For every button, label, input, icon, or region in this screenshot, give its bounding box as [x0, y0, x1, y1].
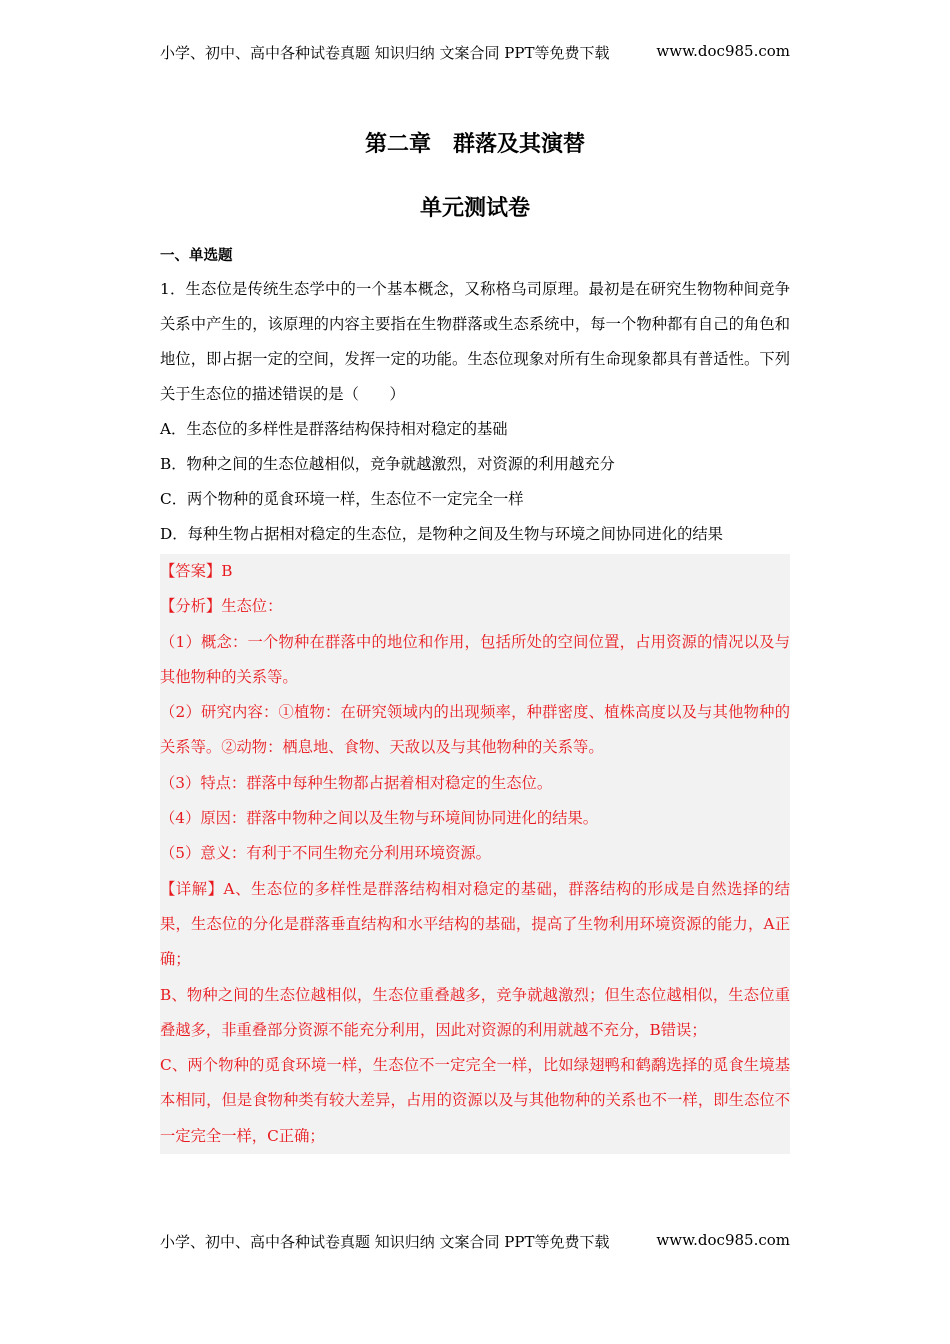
- analysis-intro: 生态位：: [221, 597, 283, 616]
- detail-a-line: [160, 872, 790, 978]
- header-url[interactable]: www.doc985.com: [656, 42, 790, 60]
- analysis-point-1: （1）概念：一个物种在群落中的地位和作用，包括所处的空间位置，占用资源的情况以及与其他物种的关系等。: [160, 632, 790, 686]
- detail-c: C、两个物种的觅食环境一样，生态位不一定完全一样，比如绿翅鸭和鹤鹬选择的觅食生境基本相同，但是食物种类有较大差异，占用的资源以及与其他物种的关系也不一样，即生态位不一定完全一样，C正确；: [160, 1056, 790, 1145]
- page-header: [160, 42, 790, 63]
- footer-url[interactable]: www.doc985.com: [656, 1231, 790, 1249]
- analysis-point-5: （5）意义：有利于不同生物充分利用环境资源。: [160, 844, 491, 863]
- answer-value: B: [221, 562, 233, 580]
- analysis-point-3: （3）特点：群落中每种生物都占据着相对稳定的生态位。: [160, 773, 553, 792]
- analysis-point-4: （4）原因：群落中物种之间以及生物与环境间协同进化的结果。: [160, 809, 599, 828]
- test-subtitle: 单元测试卷: [419, 195, 530, 221]
- option-a: A．生态位的多样性是群落结构保持相对稳定的基础: [160, 420, 508, 438]
- answer-line: [160, 554, 790, 589]
- question-stem: 1．生态位是传统生态学中的一个基本概念，又称格乌司原理。最初是在研究生物物种间竞争关系中产生的，该原理的内容主要指在生物群落或生态系统中，每一个物种都有自己的角色和地位，即占据一定的空间，发挥一定的功能。生态位现象对所有生命现象都具有普适性。下列关于生态位的描述错误的是（ ）: [160, 280, 790, 403]
- analysis-point-2: （2）研究内容：①植物：在研究领域内的出现频率，种群密度、植株高度以及与其他物种的关系等。②动物：栖息地、食物、天敌以及与其他物种的关系等。: [160, 703, 790, 757]
- question-1: [160, 272, 790, 552]
- option-b: B．物种之间的生态位越相似，竞争就越激烈，对资源的利用越充分: [160, 455, 615, 473]
- header-text: 小学、初中、高中各种试卷真题 知识归纳 文案合同 PPT等免费下载: [160, 44, 610, 62]
- footer-text: 小学、初中、高中各种试卷真题 知识归纳 文案合同 PPT等免费下载: [160, 1233, 610, 1251]
- detail-b: B、物种之间的生态位越相似，生态位重叠越多，竞争就越激烈；但生态位越相似，生态位重叠越多，非重叠部分资源不能充分利用，因此对资源的利用就越不充分，B错误；: [160, 985, 790, 1039]
- section-heading: 一、单选题: [160, 247, 233, 264]
- option-c: C．两个物种的觅食环境一样，生态位不一定完全一样: [160, 490, 524, 508]
- document-body: [160, 244, 790, 1154]
- analysis-line: [160, 589, 790, 624]
- chapter-title: 第二章 群落及其演替: [364, 131, 585, 157]
- analysis-tag: 【分析】: [160, 597, 222, 616]
- detail-tag: 【详解】: [160, 879, 224, 898]
- answer-tag: 【答案】: [160, 562, 222, 580]
- detail-a: A、生态位的多样性是群落结构相对稳定的基础，群落结构的形成是自然选择的结果，生态位的分化是群落垂直结构和水平结构的基础，提高了生物利用环境资源的能力，A正确；: [160, 879, 790, 969]
- page-footer: [160, 1231, 790, 1252]
- answer-block: [160, 554, 790, 1154]
- option-d: D．每种生物占据相对稳定的生态位，是物种之间及生物与环境之间协同进化的结果: [160, 525, 723, 543]
